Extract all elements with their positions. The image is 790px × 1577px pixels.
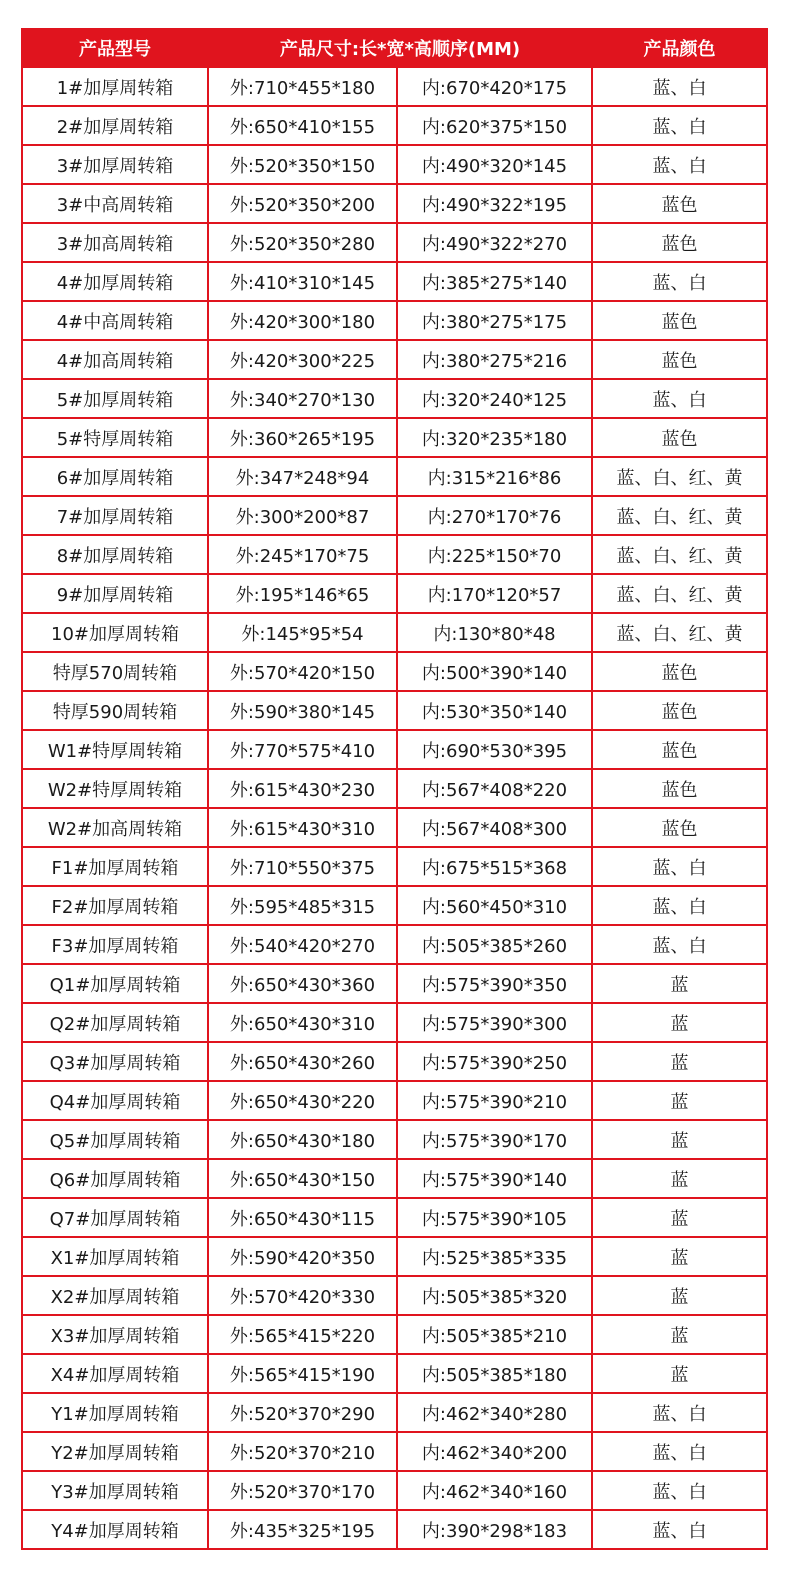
cell-inner-size: 内:315*216*86 xyxy=(397,457,592,496)
table-row xyxy=(22,1393,767,1432)
cell-model: X1#加厚周转箱 xyxy=(22,1237,208,1276)
cell-outer-size: 外:520*350*280 xyxy=(208,223,397,262)
cell-model: X4#加厚周转箱 xyxy=(22,1354,208,1393)
cell-outer-size: 外:710*455*180 xyxy=(208,67,397,106)
cell-outer-size: 外:650*430*150 xyxy=(208,1159,397,1198)
cell-inner-size: 内:575*390*300 xyxy=(397,1003,592,1042)
cell-color: 蓝、白 xyxy=(592,847,767,886)
table-row xyxy=(22,1237,767,1276)
cell-model: F2#加厚周转箱 xyxy=(22,886,208,925)
cell-inner-size: 内:505*385*210 xyxy=(397,1315,592,1354)
cell-model: F1#加厚周转箱 xyxy=(22,847,208,886)
cell-inner-size: 内:380*275*175 xyxy=(397,301,592,340)
cell-color: 蓝、白 xyxy=(592,1393,767,1432)
cell-model: 特厚590周转箱 xyxy=(22,691,208,730)
table-row xyxy=(22,730,767,769)
cell-model: W1#特厚周转箱 xyxy=(22,730,208,769)
cell-outer-size: 外:410*310*145 xyxy=(208,262,397,301)
cell-inner-size: 内:575*390*210 xyxy=(397,1081,592,1120)
cell-color: 蓝 xyxy=(592,1159,767,1198)
table-row xyxy=(22,106,767,145)
cell-inner-size: 内:505*385*320 xyxy=(397,1276,592,1315)
cell-color: 蓝 xyxy=(592,1237,767,1276)
cell-outer-size: 外:300*200*87 xyxy=(208,496,397,535)
table-row xyxy=(22,1510,767,1549)
cell-model: X3#加厚周转箱 xyxy=(22,1315,208,1354)
cell-outer-size: 外:570*420*150 xyxy=(208,652,397,691)
cell-model: Y3#加厚周转箱 xyxy=(22,1471,208,1510)
cell-outer-size: 外:520*370*170 xyxy=(208,1471,397,1510)
cell-color: 蓝色 xyxy=(592,652,767,691)
cell-inner-size: 内:380*275*216 xyxy=(397,340,592,379)
cell-inner-size: 内:462*340*200 xyxy=(397,1432,592,1471)
cell-model: 4#加厚周转箱 xyxy=(22,262,208,301)
cell-outer-size: 外:347*248*94 xyxy=(208,457,397,496)
table-row xyxy=(22,340,767,379)
cell-color: 蓝、白 xyxy=(592,106,767,145)
table-row xyxy=(22,574,767,613)
cell-model: X2#加厚周转箱 xyxy=(22,1276,208,1315)
cell-inner-size: 内:130*80*48 xyxy=(397,613,592,652)
cell-model: 1#加厚周转箱 xyxy=(22,67,208,106)
table-row xyxy=(22,613,767,652)
cell-model: Q4#加厚周转箱 xyxy=(22,1081,208,1120)
cell-model: Q3#加厚周转箱 xyxy=(22,1042,208,1081)
cell-outer-size: 外:565*415*190 xyxy=(208,1354,397,1393)
cell-color: 蓝色 xyxy=(592,418,767,457)
cell-color: 蓝 xyxy=(592,1120,767,1159)
table-row xyxy=(22,184,767,223)
cell-inner-size: 内:620*375*150 xyxy=(397,106,592,145)
cell-inner-size: 内:320*235*180 xyxy=(397,418,592,457)
cell-inner-size: 内:575*390*140 xyxy=(397,1159,592,1198)
cell-inner-size: 内:670*420*175 xyxy=(397,67,592,106)
cell-color: 蓝、白、红、黄 xyxy=(592,613,767,652)
table-body xyxy=(22,67,767,1549)
cell-inner-size: 内:500*390*140 xyxy=(397,652,592,691)
table-row xyxy=(22,652,767,691)
cell-outer-size: 外:520*370*290 xyxy=(208,1393,397,1432)
cell-color: 蓝、白、红、黄 xyxy=(592,496,767,535)
header-size: 产品尺寸:长*宽*高顺序(MM) xyxy=(208,29,592,67)
table-row xyxy=(22,1042,767,1081)
cell-inner-size: 内:567*408*300 xyxy=(397,808,592,847)
cell-inner-size: 内:525*385*335 xyxy=(397,1237,592,1276)
cell-outer-size: 外:360*265*195 xyxy=(208,418,397,457)
cell-inner-size: 内:490*322*270 xyxy=(397,223,592,262)
cell-outer-size: 外:540*420*270 xyxy=(208,925,397,964)
cell-model: W2#特厚周转箱 xyxy=(22,769,208,808)
cell-outer-size: 外:650*430*220 xyxy=(208,1081,397,1120)
cell-outer-size: 外:420*300*180 xyxy=(208,301,397,340)
table-row xyxy=(22,1315,767,1354)
cell-outer-size: 外:650*430*115 xyxy=(208,1198,397,1237)
cell-inner-size: 内:462*340*160 xyxy=(397,1471,592,1510)
cell-color: 蓝色 xyxy=(592,184,767,223)
table-row xyxy=(22,301,767,340)
product-spec-table-wrapper xyxy=(21,28,766,1550)
cell-color: 蓝、白 xyxy=(592,67,767,106)
cell-inner-size: 内:170*120*57 xyxy=(397,574,592,613)
cell-inner-size: 内:490*322*195 xyxy=(397,184,592,223)
cell-outer-size: 外:615*430*310 xyxy=(208,808,397,847)
table-row xyxy=(22,67,767,106)
header-color: 产品颜色 xyxy=(592,29,767,67)
table-row xyxy=(22,925,767,964)
cell-inner-size: 内:390*298*183 xyxy=(397,1510,592,1549)
table-row xyxy=(22,964,767,1003)
cell-inner-size: 内:575*390*170 xyxy=(397,1120,592,1159)
cell-color: 蓝、白 xyxy=(592,379,767,418)
cell-color: 蓝色 xyxy=(592,301,767,340)
cell-outer-size: 外:650*410*155 xyxy=(208,106,397,145)
cell-outer-size: 外:650*430*360 xyxy=(208,964,397,1003)
header-model: 产品型号 xyxy=(22,29,208,67)
cell-color: 蓝色 xyxy=(592,691,767,730)
cell-model: 3#加厚周转箱 xyxy=(22,145,208,184)
cell-model: 4#中高周转箱 xyxy=(22,301,208,340)
cell-inner-size: 内:575*390*350 xyxy=(397,964,592,1003)
cell-inner-size: 内:462*340*280 xyxy=(397,1393,592,1432)
table-row xyxy=(22,1120,767,1159)
cell-color: 蓝 xyxy=(592,1276,767,1315)
cell-outer-size: 外:565*415*220 xyxy=(208,1315,397,1354)
cell-model: 4#加高周转箱 xyxy=(22,340,208,379)
cell-model: 3#中高周转箱 xyxy=(22,184,208,223)
cell-model: W2#加高周转箱 xyxy=(22,808,208,847)
cell-outer-size: 外:145*95*54 xyxy=(208,613,397,652)
cell-color: 蓝 xyxy=(592,1354,767,1393)
table-row xyxy=(22,1354,767,1393)
table-row xyxy=(22,1198,767,1237)
cell-color: 蓝、白、红、黄 xyxy=(592,535,767,574)
cell-color: 蓝色 xyxy=(592,808,767,847)
cell-color: 蓝、白 xyxy=(592,1432,767,1471)
cell-outer-size: 外:340*270*130 xyxy=(208,379,397,418)
cell-outer-size: 外:520*350*150 xyxy=(208,145,397,184)
cell-color: 蓝、白 xyxy=(592,262,767,301)
cell-outer-size: 外:595*485*315 xyxy=(208,886,397,925)
cell-inner-size: 内:675*515*368 xyxy=(397,847,592,886)
table-row xyxy=(22,1003,767,1042)
cell-model: F3#加厚周转箱 xyxy=(22,925,208,964)
cell-model: Y4#加厚周转箱 xyxy=(22,1510,208,1549)
cell-color: 蓝、白、红、黄 xyxy=(592,457,767,496)
cell-outer-size: 外:650*430*310 xyxy=(208,1003,397,1042)
cell-inner-size: 内:575*390*105 xyxy=(397,1198,592,1237)
table-row xyxy=(22,1081,767,1120)
cell-outer-size: 外:590*420*350 xyxy=(208,1237,397,1276)
table-row xyxy=(22,535,767,574)
cell-color: 蓝色 xyxy=(592,223,767,262)
cell-color: 蓝色 xyxy=(592,340,767,379)
table-row xyxy=(22,496,767,535)
table-header-row xyxy=(22,29,767,67)
cell-inner-size: 内:575*390*250 xyxy=(397,1042,592,1081)
table-row xyxy=(22,262,767,301)
table-row xyxy=(22,145,767,184)
table-row xyxy=(22,808,767,847)
cell-color: 蓝、白 xyxy=(592,886,767,925)
cell-model: 7#加厚周转箱 xyxy=(22,496,208,535)
table-row xyxy=(22,1471,767,1510)
table-row xyxy=(22,379,767,418)
cell-inner-size: 内:270*170*76 xyxy=(397,496,592,535)
cell-model: 6#加厚周转箱 xyxy=(22,457,208,496)
cell-outer-size: 外:195*146*65 xyxy=(208,574,397,613)
cell-outer-size: 外:615*430*230 xyxy=(208,769,397,808)
cell-inner-size: 内:505*385*180 xyxy=(397,1354,592,1393)
table-row xyxy=(22,1432,767,1471)
cell-outer-size: 外:520*370*210 xyxy=(208,1432,397,1471)
cell-color: 蓝 xyxy=(592,1198,767,1237)
cell-outer-size: 外:520*350*200 xyxy=(208,184,397,223)
cell-color: 蓝色 xyxy=(592,769,767,808)
cell-model: 5#特厚周转箱 xyxy=(22,418,208,457)
cell-model: 特厚570周转箱 xyxy=(22,652,208,691)
cell-inner-size: 内:490*320*145 xyxy=(397,145,592,184)
cell-color: 蓝 xyxy=(592,964,767,1003)
cell-outer-size: 外:650*430*180 xyxy=(208,1120,397,1159)
cell-model: Y1#加厚周转箱 xyxy=(22,1393,208,1432)
cell-model: 5#加厚周转箱 xyxy=(22,379,208,418)
cell-model: 9#加厚周转箱 xyxy=(22,574,208,613)
cell-outer-size: 外:435*325*195 xyxy=(208,1510,397,1549)
cell-inner-size: 内:560*450*310 xyxy=(397,886,592,925)
cell-color: 蓝 xyxy=(592,1315,767,1354)
cell-model: Q2#加厚周转箱 xyxy=(22,1003,208,1042)
cell-model: 8#加厚周转箱 xyxy=(22,535,208,574)
cell-model: Q7#加厚周转箱 xyxy=(22,1198,208,1237)
cell-color: 蓝 xyxy=(592,1003,767,1042)
cell-inner-size: 内:690*530*395 xyxy=(397,730,592,769)
cell-inner-size: 内:320*240*125 xyxy=(397,379,592,418)
table-row xyxy=(22,223,767,262)
cell-outer-size: 外:650*430*260 xyxy=(208,1042,397,1081)
cell-outer-size: 外:590*380*145 xyxy=(208,691,397,730)
cell-color: 蓝 xyxy=(592,1042,767,1081)
table-row xyxy=(22,691,767,730)
cell-inner-size: 内:225*150*70 xyxy=(397,535,592,574)
cell-outer-size: 外:570*420*330 xyxy=(208,1276,397,1315)
cell-outer-size: 外:245*170*75 xyxy=(208,535,397,574)
cell-model: 3#加高周转箱 xyxy=(22,223,208,262)
cell-outer-size: 外:710*550*375 xyxy=(208,847,397,886)
cell-color: 蓝、白 xyxy=(592,145,767,184)
cell-inner-size: 内:567*408*220 xyxy=(397,769,592,808)
cell-model: 10#加厚周转箱 xyxy=(22,613,208,652)
table-row xyxy=(22,886,767,925)
product-spec-table xyxy=(21,28,768,1550)
cell-color: 蓝、白 xyxy=(592,1510,767,1549)
table-row xyxy=(22,769,767,808)
cell-model: Q6#加厚周转箱 xyxy=(22,1159,208,1198)
cell-inner-size: 内:530*350*140 xyxy=(397,691,592,730)
cell-color: 蓝色 xyxy=(592,730,767,769)
cell-model: Q1#加厚周转箱 xyxy=(22,964,208,1003)
cell-outer-size: 外:770*575*410 xyxy=(208,730,397,769)
cell-color: 蓝、白 xyxy=(592,925,767,964)
cell-outer-size: 外:420*300*225 xyxy=(208,340,397,379)
table-row xyxy=(22,1276,767,1315)
cell-inner-size: 内:385*275*140 xyxy=(397,262,592,301)
cell-inner-size: 内:505*385*260 xyxy=(397,925,592,964)
cell-model: 2#加厚周转箱 xyxy=(22,106,208,145)
table-row xyxy=(22,457,767,496)
table-row xyxy=(22,847,767,886)
cell-color: 蓝、白、红、黄 xyxy=(592,574,767,613)
cell-model: Q5#加厚周转箱 xyxy=(22,1120,208,1159)
table-row xyxy=(22,418,767,457)
table-row xyxy=(22,1159,767,1198)
cell-model: Y2#加厚周转箱 xyxy=(22,1432,208,1471)
cell-color: 蓝、白 xyxy=(592,1471,767,1510)
cell-color: 蓝 xyxy=(592,1081,767,1120)
